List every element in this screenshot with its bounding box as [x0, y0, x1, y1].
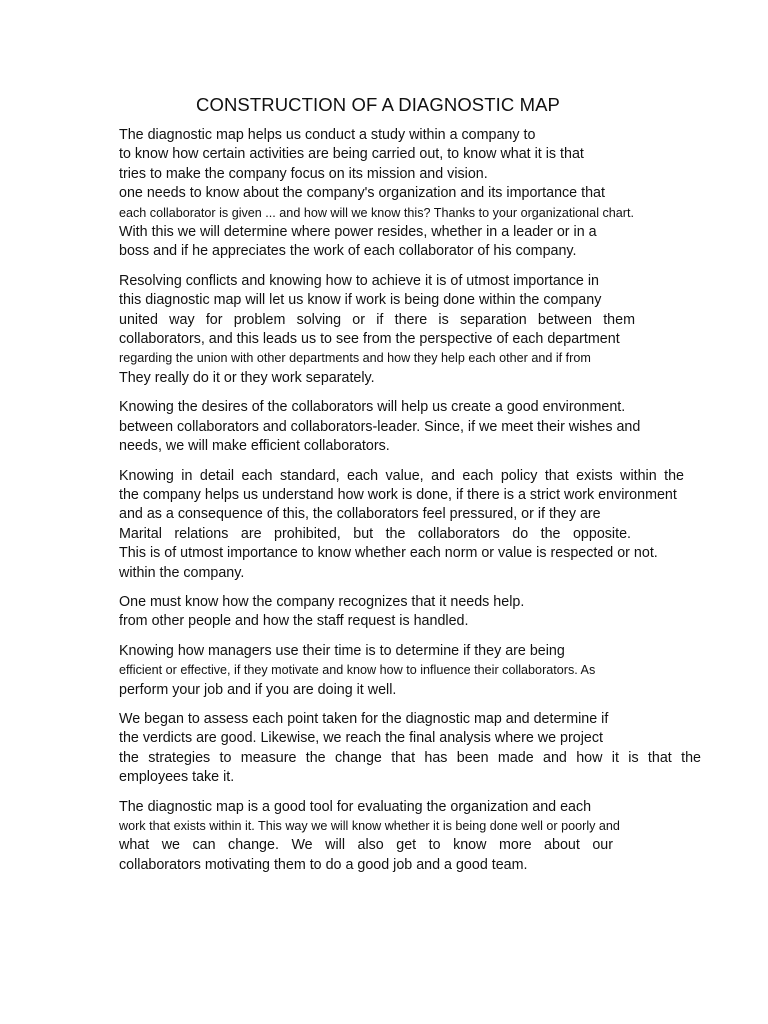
text-line: what we can change. We will also get to know more about our [119, 837, 613, 854]
text-line: They really do it or they work separately. [119, 369, 375, 386]
paragraph [119, 126, 703, 262]
text-line: One must know how the company recognizes that it needs help. [119, 593, 525, 610]
text-line: the verdicts are good. Likewise, we reach the final analysis where we project [119, 730, 603, 747]
text-line: regarding the union with other departments and how they help each other and if from [119, 351, 591, 366]
text-line: The diagnostic map helps us conduct a study within a company to [119, 127, 536, 143]
text-line: Knowing how managers use their time is to determine if they are being [119, 642, 565, 659]
text-line: and as a consequence of this, the collaborators feel pressured, or if they are [119, 506, 601, 523]
text-line: boss and if he appreciates the work of each collaborator of his company. [119, 243, 577, 260]
text-line: perform your job and if you are doing it well. [119, 681, 397, 698]
text-line: efficient or effective, if they motivate and know how to influence their collaborators. As [119, 663, 596, 678]
text-line: between collaborators and collaborators-leader. Since, if we meet their wishes and [119, 418, 641, 435]
page-title: CONSTRUCTION OF A DIAGNOSTIC MAP [196, 94, 560, 115]
paragraph [119, 642, 703, 700]
text-line: The diagnostic map is a good tool for evaluating the organization and each [119, 798, 592, 815]
text-line: this diagnostic map will let us know if work is being done within the company [119, 292, 602, 309]
text-line: work that exists within it. This way we will know whether it is being done well or poorly and [119, 819, 620, 833]
paragraph [119, 467, 703, 583]
text-line: the strategies to measure the change that has been made and how it is that the [119, 749, 701, 766]
text-line: Knowing in detail each standard, each value, and each policy that exists within the [119, 467, 684, 484]
text-line: needs, we will make efficient collaborators. [119, 438, 390, 455]
paragraph [119, 272, 703, 388]
text-line: We began to assess each point taken for the diagnostic map and determine if [119, 710, 609, 727]
text-line: Knowing the desires of the collaborators will help us create a good environment. [119, 399, 626, 416]
document-body [119, 126, 703, 885]
text-line: With this we will determine where power resides, whether in a leader or in a [119, 224, 597, 241]
text-line: united way for problem solving or if there is separation between them [119, 311, 635, 328]
text-line: tries to make the company focus on its mission and vision. [119, 165, 488, 182]
text-line: employees take it. [119, 769, 235, 786]
paragraph [119, 798, 703, 876]
text-line: each collaborator is given ... and how will we know this? Thanks to your organizational chart. [119, 205, 634, 220]
text-line: one needs to know about the company's organization and its importance that [119, 185, 605, 202]
text-line: within the company. [119, 564, 245, 581]
text-line: collaborators, and this leads us to see from the perspective of each department [119, 331, 620, 348]
text-line: to know how certain activities are being carried out, to know what it is that [119, 146, 584, 163]
text-line: from other people and how the staff request is handled. [119, 613, 469, 630]
text-line: Marital relations are prohibited, but the collaborators do the opposite. [119, 525, 631, 542]
text-line: This is of utmost importance to know whether each norm or value is respected or not. [119, 545, 658, 562]
paragraph [119, 710, 703, 788]
text-line: collaborators motivating them to do a good job and a good team. [119, 856, 528, 873]
text-line: the company helps us understand how work is done, if there is a strict work environment [119, 486, 677, 503]
paragraph [119, 398, 703, 456]
paragraph [119, 593, 703, 632]
text-line: Resolving conflicts and knowing how to achieve it is of utmost importance in [119, 272, 599, 289]
